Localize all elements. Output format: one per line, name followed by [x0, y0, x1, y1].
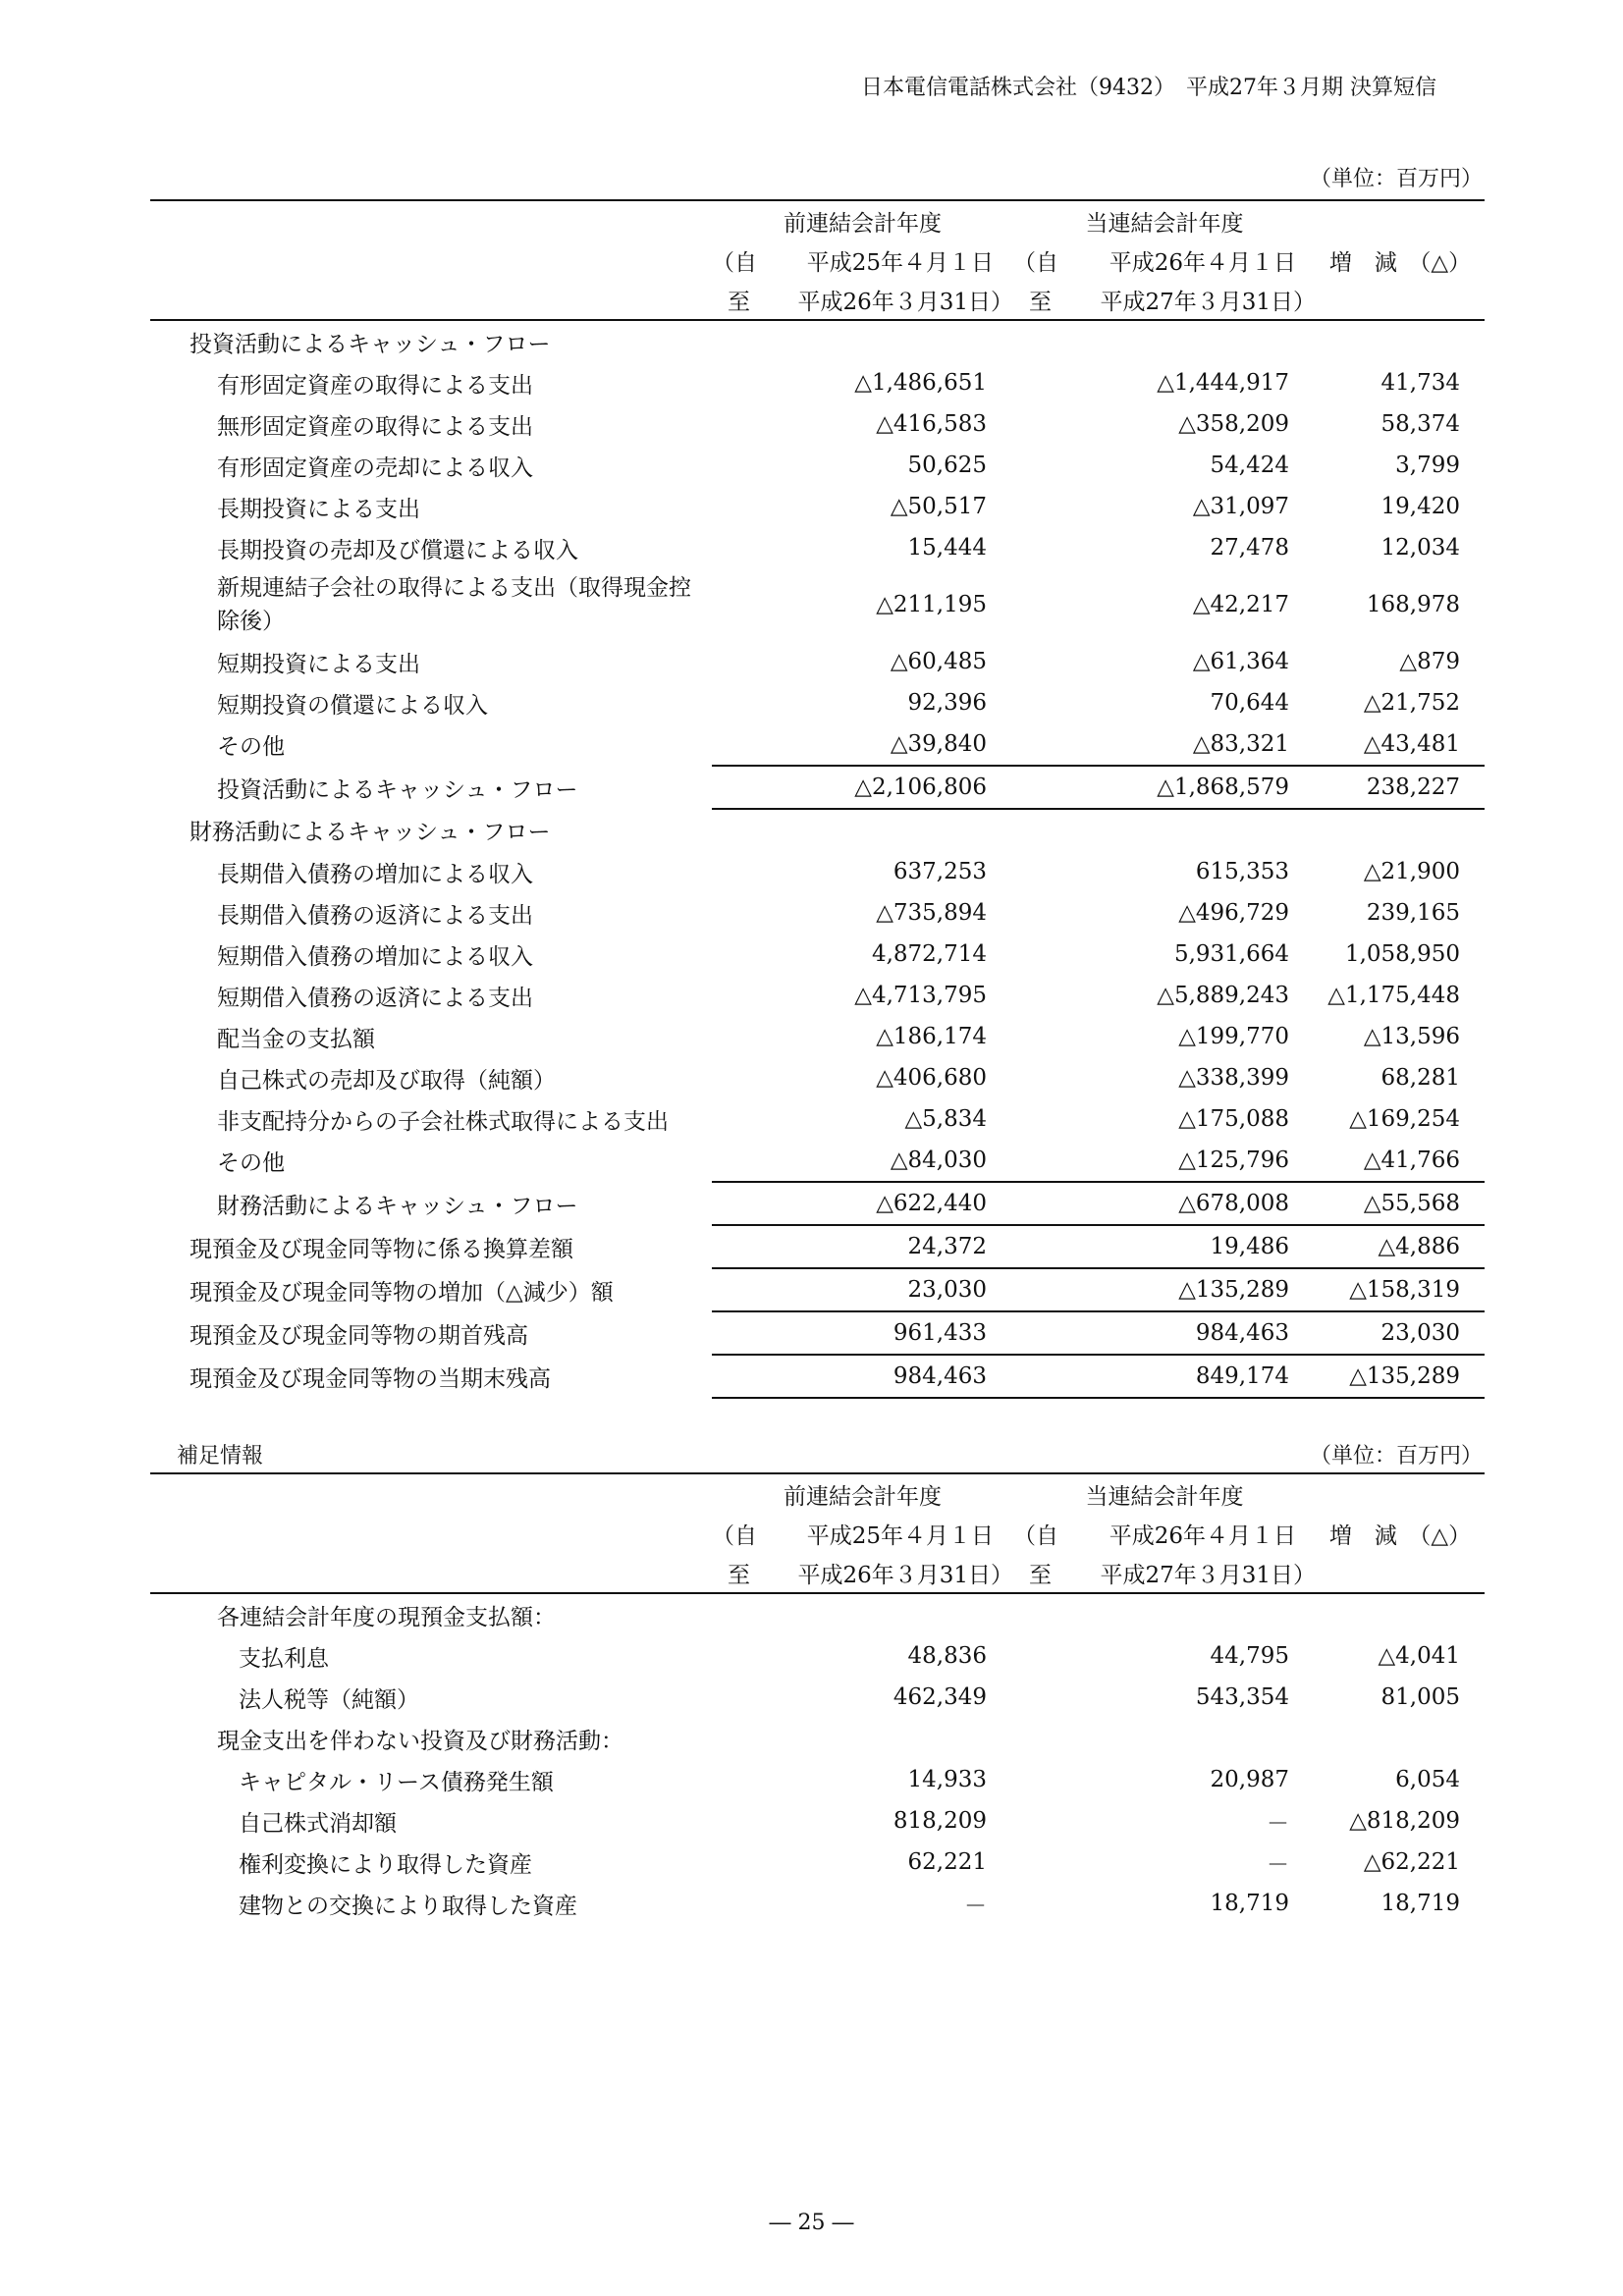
table-row [150, 1140, 1485, 1182]
row-label: 短期投資の償還による収入 [217, 692, 488, 719]
prev-to-date: 平成26年３月31日） [797, 289, 1013, 315]
change-value [1316, 1718, 1485, 1759]
curr-period-value: 70,644 [1210, 690, 1289, 716]
change-value: 18,719 [1380, 1891, 1460, 1916]
row-label: 現預金及び現金同等物の期首残高 [189, 1322, 528, 1349]
prev-open-paren: （自 [712, 249, 757, 276]
change-value [1316, 1593, 1485, 1635]
row-label: 長期投資による支出 [217, 496, 420, 522]
prev-period-value: △406,680 [876, 1065, 987, 1091]
curr-period-value: 849,174 [1013, 1355, 1316, 1398]
cash-flow-table [150, 199, 1485, 1399]
change-header: 増 減 （△） [1328, 249, 1472, 276]
change-value: 3,799 [1395, 453, 1460, 478]
table-row [150, 851, 1485, 892]
table-row [150, 403, 1485, 445]
prev-period-value: △186,174 [876, 1024, 987, 1049]
curr-period-value: △358,209 [1178, 411, 1289, 437]
table-row [150, 1883, 1485, 1924]
change-value: △135,289 [1316, 1355, 1485, 1398]
prev-period-value: 50,625 [907, 453, 987, 478]
curr-period-value: 44,795 [1210, 1643, 1289, 1669]
table-row [150, 486, 1485, 527]
row-label: その他 [217, 1150, 285, 1176]
change-value: 238,227 [1316, 766, 1485, 809]
change-value [1316, 320, 1485, 362]
curr-period-value: △61,364 [1192, 649, 1289, 674]
change-value: 12,034 [1380, 535, 1460, 561]
row-label: 現金支出を伴わない投資及び財務活動： [217, 1728, 623, 1754]
curr-period-title: 当連結会計年度 [1085, 210, 1244, 237]
prev-period-value: 462,349 [893, 1684, 987, 1710]
row-label: 財務活動によるキャッシュ・フロー [189, 820, 551, 845]
table-row [150, 682, 1485, 723]
curr-from-date: 平成26年４月１日 [1109, 249, 1296, 276]
curr-period-value [1013, 809, 1316, 851]
curr-to-date: 平成27年３月31日） [1100, 1562, 1316, 1588]
curr-period-value: △338,399 [1178, 1065, 1289, 1091]
table-row [150, 1268, 1485, 1311]
curr-period-value: △678,008 [1013, 1182, 1316, 1225]
row-label: 長期借入債務の増加による収入 [217, 861, 533, 887]
prev-period-value: 92,396 [907, 690, 987, 716]
row-label: 短期投資による支出 [217, 651, 420, 677]
unit-label-cash-flow: （単位：百万円） [1309, 167, 1483, 191]
table-row [150, 1225, 1485, 1268]
table-row [150, 527, 1485, 568]
row-label: 法人税等（純額） [239, 1686, 419, 1713]
row-label: 投資活動によるキャッシュ・フロー [217, 776, 578, 803]
change-value: 19,420 [1380, 494, 1460, 519]
curr-from-date: 平成26年４月１日 [1109, 1522, 1296, 1549]
curr-period-value: 543,354 [1195, 1684, 1289, 1710]
row-label: 有形固定資産の取得による支出 [217, 372, 533, 399]
curr-to-mark: 至 [1029, 1562, 1052, 1588]
curr-open-paren: （自 [1013, 1522, 1058, 1549]
change-value: 68,281 [1380, 1065, 1460, 1091]
row-label: 権利変換により取得した資産 [239, 1851, 532, 1878]
prev-period-value: － [964, 1893, 987, 1919]
prev-period-value: 818,209 [893, 1808, 987, 1834]
curr-period-value: 54,424 [1210, 453, 1289, 478]
curr-open-paren: （自 [1013, 249, 1058, 276]
prev-period-value: 14,933 [907, 1767, 987, 1792]
curr-period-value [1013, 1593, 1316, 1635]
prev-from-date: 平成25年４月１日 [806, 249, 994, 276]
row-label: 短期借入債務の増加による収入 [217, 943, 533, 970]
curr-period-value: △175,088 [1178, 1106, 1289, 1132]
table-row [150, 1842, 1485, 1883]
table-row [150, 1800, 1485, 1842]
curr-period-value: △31,097 [1192, 494, 1289, 519]
prev-period-value: 62,221 [907, 1849, 987, 1875]
change-value: △1,175,448 [1327, 983, 1460, 1008]
table-row [150, 892, 1485, 934]
prev-period-value: 4,872,714 [871, 941, 987, 967]
prev-period-value [712, 320, 1013, 362]
prev-period-value: △50,517 [890, 494, 987, 519]
table-row [150, 1677, 1485, 1718]
table-row [150, 809, 1485, 851]
prev-open-paren: （自 [712, 1522, 757, 1549]
prev-period-value: 15,444 [907, 535, 987, 561]
row-label: 新規連結子会社の取得による支出（取得現金控除後） [217, 575, 691, 634]
prev-period-value: △1,486,651 [854, 370, 987, 396]
change-value: △13,596 [1363, 1024, 1460, 1049]
change-value: △55,568 [1316, 1182, 1485, 1225]
table-row [150, 1759, 1485, 1800]
table-row [150, 641, 1485, 682]
prev-period-value: △60,485 [890, 649, 987, 674]
prev-period-value: 961,433 [712, 1311, 1013, 1355]
curr-to-mark: 至 [1029, 289, 1052, 315]
change-value: 23,030 [1316, 1311, 1485, 1355]
prev-period-value: 984,463 [712, 1355, 1013, 1398]
table-row [150, 1057, 1485, 1098]
change-value: 239,165 [1366, 900, 1460, 926]
supplementary-table [150, 1472, 1485, 1924]
prev-period-title: 前連結会計年度 [784, 1483, 942, 1510]
unit-label-supplementary: （単位：百万円） [1309, 1444, 1483, 1468]
table-row [150, 1718, 1485, 1759]
row-label: 有形固定資産の売却による収入 [217, 454, 533, 481]
row-label: 短期借入債務の返済による支出 [217, 985, 533, 1011]
curr-period-value: 5,931,664 [1173, 941, 1289, 967]
change-value [1316, 809, 1485, 851]
curr-period-value: △199,770 [1178, 1024, 1289, 1049]
prev-period-value: △84,030 [890, 1148, 987, 1173]
curr-period-value: 18,719 [1210, 1891, 1289, 1916]
change-value: △41,766 [1363, 1148, 1460, 1173]
row-label: 建物との交換により取得した資産 [239, 1893, 577, 1919]
row-label: 各連結会計年度の現預金支払額： [217, 1604, 556, 1630]
prev-period-value: △211,195 [876, 592, 987, 617]
change-value: △169,254 [1349, 1106, 1460, 1132]
prev-period-value [712, 809, 1013, 851]
supplementary-title: 補足情報 [177, 1444, 264, 1468]
row-label: 投資活動によるキャッシュ・フロー [189, 331, 551, 357]
curr-period-value [1013, 1718, 1316, 1759]
table-row [150, 362, 1485, 403]
curr-period-value: － [1267, 1851, 1289, 1878]
table-row [150, 1311, 1485, 1355]
prev-period-value: 48,836 [907, 1643, 987, 1669]
curr-period-value: 20,987 [1210, 1767, 1289, 1792]
curr-period-value: － [1267, 1810, 1289, 1837]
change-value: △21,752 [1363, 690, 1460, 716]
prev-period-value [712, 1593, 1013, 1635]
prev-period-value [712, 1718, 1013, 1759]
change-value: △879 [1399, 649, 1460, 674]
change-value: △4,886 [1316, 1225, 1485, 1268]
document-header: 日本電信電話株式会社（9432） 平成27年３月期 決算短信 [861, 76, 1436, 100]
prev-period-value: △39,840 [890, 731, 987, 757]
prev-period-value: 24,372 [712, 1225, 1013, 1268]
table-row [150, 975, 1485, 1016]
change-value: △43,481 [1363, 731, 1460, 757]
row-label: 現預金及び現金同等物の当期末残高 [189, 1365, 551, 1392]
change-value: 1,058,950 [1344, 941, 1460, 967]
table-row [150, 1355, 1485, 1398]
change-value: 41,734 [1380, 370, 1460, 396]
curr-period-value: △5,889,243 [1157, 983, 1289, 1008]
curr-period-title: 当連結会計年度 [1085, 1483, 1244, 1510]
prev-period-value: △622,440 [712, 1182, 1013, 1225]
curr-period-value: 615,353 [1195, 859, 1289, 884]
prev-period-value: 637,253 [893, 859, 987, 884]
row-label: 現預金及び現金同等物の増加（△減少）額 [189, 1279, 614, 1306]
prev-period-value: △5,834 [904, 1106, 987, 1132]
table-row [150, 320, 1485, 362]
table-row [150, 766, 1485, 809]
curr-period-value: △496,729 [1178, 900, 1289, 926]
prev-from-date: 平成25年４月１日 [806, 1522, 994, 1549]
curr-period-value: △135,289 [1013, 1268, 1316, 1311]
row-label: 自己株式の売却及び取得（純額） [217, 1067, 556, 1094]
prev-to-mark: 至 [728, 1562, 750, 1588]
row-label: 長期借入債務の返済による支出 [217, 902, 533, 929]
row-label: 財務活動によるキャッシュ・フロー [217, 1193, 578, 1219]
curr-period-value: △125,796 [1178, 1148, 1289, 1173]
curr-period-value: △42,217 [1192, 592, 1289, 617]
table-row [150, 1635, 1485, 1677]
prev-to-date: 平成26年３月31日） [797, 1562, 1013, 1588]
table-row [150, 1016, 1485, 1057]
row-label: 自己株式消却額 [239, 1810, 397, 1837]
table-row [150, 1593, 1485, 1635]
change-value: 58,374 [1380, 411, 1460, 437]
row-label: キャピタル・リース債務発生額 [239, 1769, 554, 1795]
curr-period-value: 19,486 [1013, 1225, 1316, 1268]
change-value: 6,054 [1395, 1767, 1460, 1792]
curr-period-value: △83,321 [1192, 731, 1289, 757]
table-row [150, 723, 1485, 766]
change-header: 増 減 （△） [1328, 1522, 1472, 1549]
prev-period-value: △416,583 [876, 411, 987, 437]
table-row [150, 445, 1485, 486]
row-label: 無形固定資産の取得による支出 [217, 413, 533, 440]
prev-period-value: △735,894 [876, 900, 987, 926]
curr-to-date: 平成27年３月31日） [1100, 289, 1316, 315]
row-label: その他 [217, 734, 285, 760]
change-value: △4,041 [1378, 1643, 1460, 1669]
prev-period-value: △2,106,806 [712, 766, 1013, 809]
change-value: 81,005 [1380, 1684, 1460, 1710]
table-row [150, 1098, 1485, 1140]
curr-period-value: 984,463 [1013, 1311, 1316, 1355]
curr-period-value: △1,444,917 [1157, 370, 1289, 396]
curr-period-value [1013, 320, 1316, 362]
row-label: 配当金の支払額 [217, 1026, 375, 1052]
table-row [150, 934, 1485, 975]
table-row [150, 568, 1485, 641]
change-value: △62,221 [1363, 1849, 1460, 1875]
page-number: ― 25 ― [769, 2211, 854, 2235]
prev-period-value: △4,713,795 [854, 983, 987, 1008]
row-label: 支払利息 [239, 1645, 329, 1672]
change-value: △21,900 [1363, 859, 1460, 884]
change-value: 168,978 [1366, 592, 1460, 617]
row-label: 非支配持分からの子会社株式取得による支出 [217, 1108, 669, 1135]
curr-period-value: 27,478 [1210, 535, 1289, 561]
change-value: △158,319 [1316, 1268, 1485, 1311]
table-row [150, 1182, 1485, 1225]
prev-to-mark: 至 [728, 289, 750, 315]
change-value: △818,209 [1349, 1808, 1460, 1834]
row-label: 現預金及び現金同等物に係る換算差額 [189, 1236, 573, 1262]
curr-period-value: △1,868,579 [1013, 766, 1316, 809]
prev-period-value: 23,030 [712, 1268, 1013, 1311]
prev-period-title: 前連結会計年度 [784, 210, 942, 237]
row-label: 長期投資の売却及び償還による収入 [217, 537, 578, 563]
